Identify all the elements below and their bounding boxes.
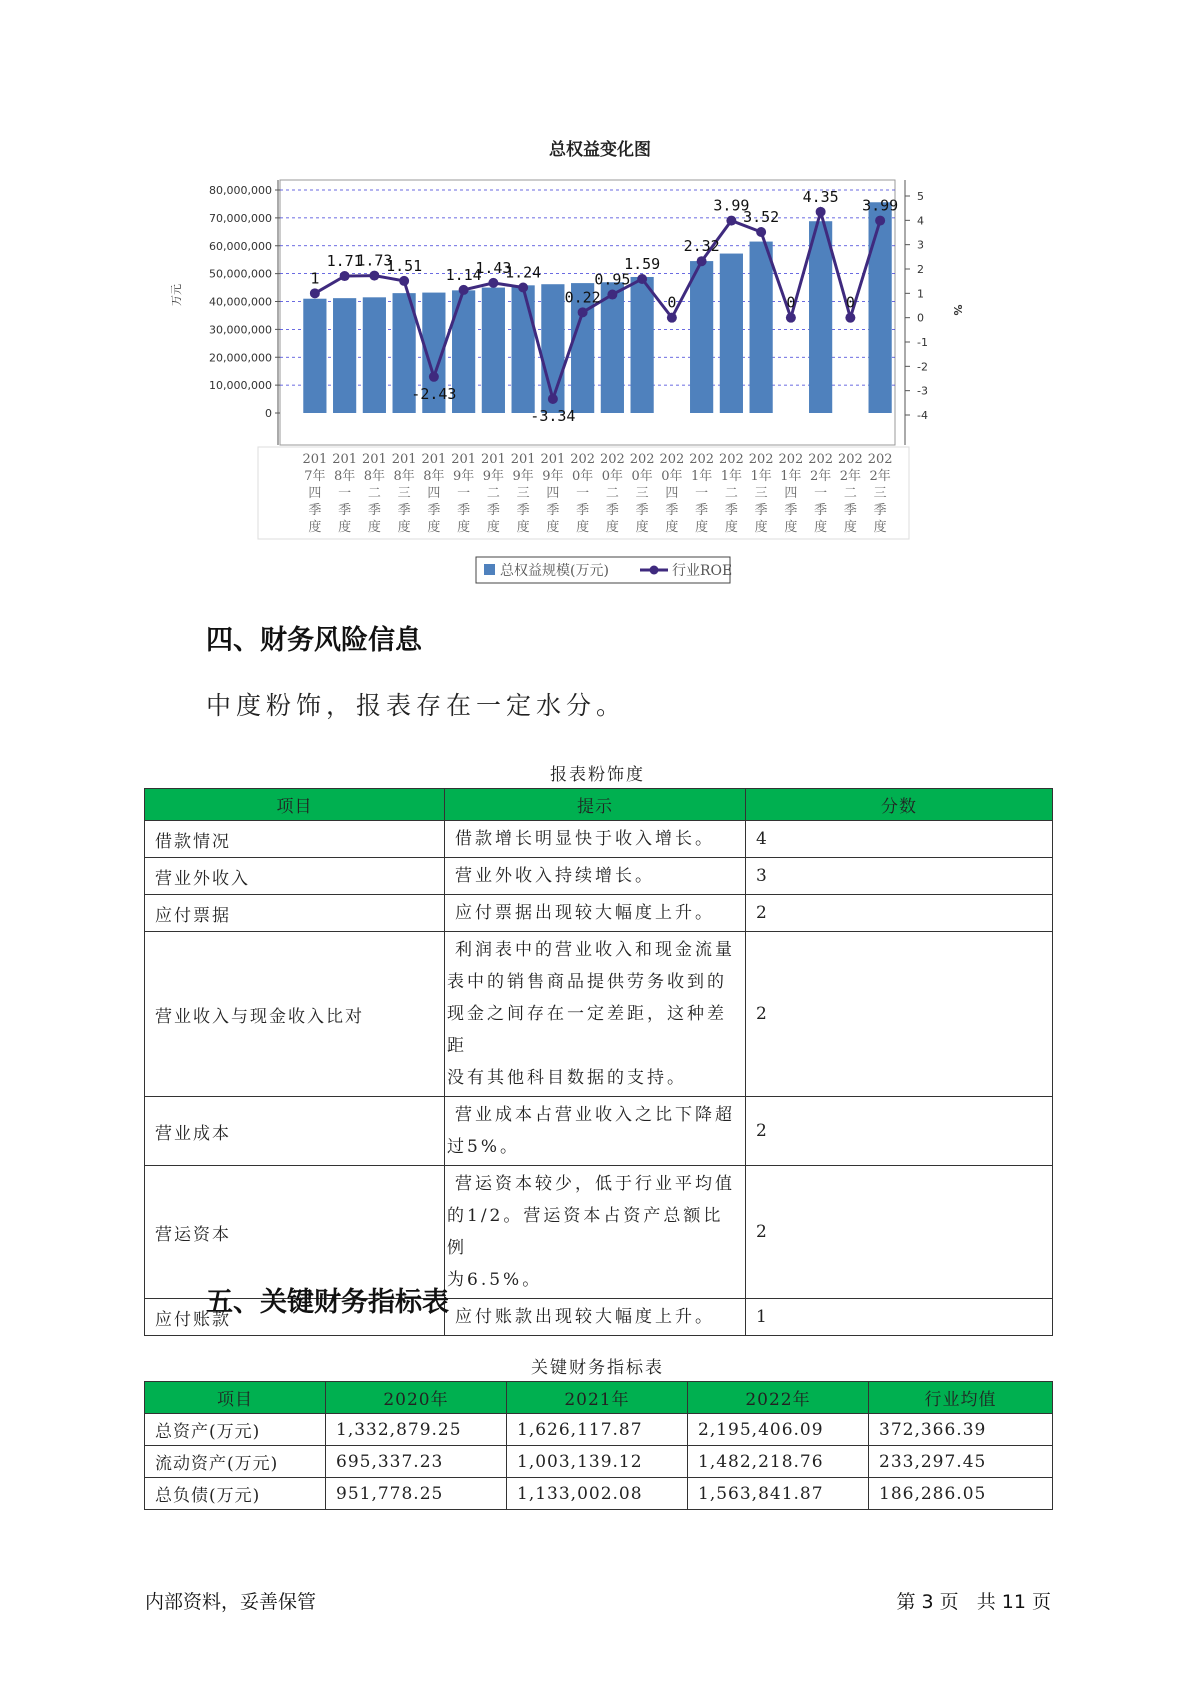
x-category-label: 201 <box>451 452 477 467</box>
roe-data-label: 0.22 <box>564 288 601 307</box>
x-category-label: 三 <box>873 486 887 501</box>
roe-data-label: 1.51 <box>386 256 423 275</box>
hint-line: 应付票据出现较大幅度上升。 <box>455 903 715 923</box>
kpi-header: 行业均值 <box>869 1382 1053 1414</box>
chart-legend <box>476 557 732 583</box>
y-right-tick-label: 3 <box>917 238 924 252</box>
x-category-label: 202 <box>659 452 685 467</box>
footer-note: 内部资料，妥善保管 <box>145 1591 317 1613</box>
x-category-label: 四 <box>784 486 798 501</box>
section-5-title: 五、关键财务指标表 <box>206 1287 449 1318</box>
x-category-label: 2年 <box>869 469 891 484</box>
hint-line: 为6.5%。 <box>447 1270 543 1290</box>
risk-hint <box>445 1299 746 1336</box>
roe-data-label: 1.73 <box>356 251 393 270</box>
risk-score: 2 <box>746 932 1053 1097</box>
section-4-paragraph: 中度粉饰，报表存在一定水分。 <box>206 691 627 720</box>
x-axis-categories <box>258 447 909 539</box>
table-row <box>145 1478 1053 1510</box>
x-category-label: 度 <box>367 520 381 535</box>
kpi-cell: 总负债(万元) <box>145 1478 326 1510</box>
y-right-tick-label: 4 <box>917 214 924 228</box>
roe-point <box>875 216 885 226</box>
table-row <box>145 1166 1053 1299</box>
risk-item: 营业收入与现金收入比对 <box>145 932 445 1097</box>
roe-point <box>816 207 826 217</box>
x-category-label: 度 <box>724 520 738 535</box>
risk-score: 2 <box>746 1166 1053 1299</box>
roe-point <box>786 313 796 323</box>
x-category-label: 一 <box>457 486 471 501</box>
roe-point <box>637 274 647 284</box>
x-category-label: 二 <box>605 486 619 501</box>
table-row <box>145 1414 1053 1446</box>
x-category-label: 度 <box>665 520 679 535</box>
x-category-label: 三 <box>635 486 649 501</box>
equity-chart <box>170 130 980 590</box>
x-category-label: 季 <box>397 503 411 518</box>
x-category-label: 8年 <box>393 469 415 484</box>
y-left-tick-label: 80,000,000 <box>209 184 272 197</box>
x-category-label: 季 <box>724 503 738 518</box>
equity-bar <box>750 242 773 413</box>
hint-line: 现金之间存在一定差距，这种差距 <box>447 1004 727 1056</box>
roe-point <box>607 290 617 300</box>
y-right-tick-label: 0 <box>917 311 924 325</box>
roe-data-label: 2.32 <box>683 237 720 256</box>
y-right-tick-label: 1 <box>917 287 924 301</box>
x-category-label: 季 <box>635 503 649 518</box>
x-category-label: 度 <box>546 520 560 535</box>
hint-line: 营运资本较少，低于行业平均值 <box>455 1174 735 1194</box>
roe-data-label: 1 <box>310 269 320 288</box>
legend-line-marker <box>650 566 659 575</box>
x-category-label: 季 <box>457 503 471 518</box>
x-category-label: 202 <box>718 452 744 467</box>
y-right-tick-label: 5 <box>917 190 924 203</box>
risk-table <box>144 788 1053 1336</box>
hint-line: 应付账款出现较大幅度上升。 <box>455 1307 715 1327</box>
x-category-label: 1年 <box>720 469 743 484</box>
roe-data-label: 1.14 <box>445 265 482 284</box>
x-category-label: 度 <box>873 520 887 535</box>
table-row <box>145 858 1053 895</box>
x-category-label: 度 <box>605 520 619 535</box>
roe-point <box>399 276 409 286</box>
roe-data-label: 0 <box>786 293 796 312</box>
kpi-cell: 1,133,002.08 <box>507 1478 688 1510</box>
risk-score: 3 <box>746 858 1053 895</box>
y-left-tick-label: 30,000,000 <box>209 323 272 337</box>
y-axis-right-label: % <box>951 304 964 316</box>
x-category-label: 2年 <box>809 469 832 484</box>
x-category-label: 季 <box>605 503 619 518</box>
y-right-tick-label: -2 <box>917 360 928 374</box>
x-category-label: 202 <box>808 452 834 467</box>
y-axis-left-label: 万元 <box>170 284 183 306</box>
x-category-label: 二 <box>843 486 857 501</box>
x-category-label: 1年 <box>750 469 772 484</box>
roe-data-label: 1.24 <box>505 263 542 282</box>
x-category-label: 9年 <box>452 469 475 484</box>
x-category-label: 度 <box>635 520 649 535</box>
risk-score: 2 <box>746 895 1053 932</box>
risk-item: 营业成本 <box>145 1097 445 1166</box>
x-category-label: 季 <box>873 503 887 518</box>
hint-line: 过5%。 <box>447 1137 520 1157</box>
kpi-cell: 233,297.45 <box>869 1446 1053 1478</box>
kpi-cell: 951,778.25 <box>326 1478 507 1510</box>
kpi-cell: 186,286.05 <box>869 1478 1053 1510</box>
x-category-label: 201 <box>480 452 506 467</box>
risk-score: 4 <box>746 821 1053 858</box>
equity-bar <box>631 277 654 413</box>
x-category-label: 二 <box>724 486 738 501</box>
kpi-cell: 2,195,406.09 <box>688 1414 869 1446</box>
equity-bar <box>690 261 713 413</box>
risk-item: 借款情况 <box>145 821 445 858</box>
roe-point <box>845 313 855 323</box>
x-category-label: 度 <box>338 520 352 535</box>
roe-data-label: 0 <box>667 293 677 312</box>
x-category-label: 2年 <box>839 469 862 484</box>
equity-chart-svg <box>170 130 980 590</box>
table-row <box>145 1097 1053 1166</box>
x-category-label: 季 <box>427 503 441 518</box>
roe-data-label: 4.35 <box>802 187 839 206</box>
x-category-label: 201 <box>332 452 358 467</box>
roe-data-label: 3.52 <box>743 208 780 227</box>
risk-hint <box>445 821 746 858</box>
roe-point <box>459 285 469 295</box>
x-category-label: 度 <box>754 520 768 535</box>
risk-hint <box>445 1097 746 1166</box>
x-category-label: 度 <box>843 520 857 535</box>
x-category-label: 二 <box>367 486 381 501</box>
risk-score: 1 <box>746 1299 1053 1336</box>
x-category-label: 季 <box>695 503 709 518</box>
kpi-header: 2022年 <box>688 1382 869 1414</box>
y-right-tick-label: -3 <box>917 384 928 398</box>
y-left-tick-label: 10,000,000 <box>209 379 272 393</box>
kpi-cell: 1,482,218.76 <box>688 1446 869 1478</box>
roe-point <box>518 282 528 292</box>
x-category-label: 度 <box>397 520 411 535</box>
risk-item: 应付账款 <box>145 1299 445 1336</box>
x-category-label: 二 <box>486 486 500 501</box>
x-category-label: 度 <box>516 520 530 535</box>
x-category-label: 季 <box>486 503 500 518</box>
legend-bar-swatch <box>484 564 495 575</box>
risk-hint <box>445 1166 746 1299</box>
equity-bar <box>482 288 505 413</box>
x-category-label: 三 <box>516 486 530 501</box>
x-category-label: 7年 <box>304 469 326 484</box>
roe-data-label: 1.71 <box>326 252 363 271</box>
x-category-label: 201 <box>540 452 566 467</box>
roe-point <box>429 372 439 382</box>
footer-page-number: 第 3 页 共 11 页 <box>896 1591 1051 1613</box>
hint-line: 利润表中的营业收入和现金流量 <box>455 940 735 960</box>
x-category-label: 9年 <box>542 469 564 484</box>
x-category-label: 季 <box>367 503 381 518</box>
x-category-label: 季 <box>784 503 798 518</box>
x-category-label: 一 <box>576 486 590 501</box>
equity-bar <box>869 202 892 413</box>
equity-bar <box>809 221 832 413</box>
kpi-table-header <box>145 1382 1053 1414</box>
y-right-tick-label: -1 <box>917 336 928 349</box>
x-category-label: 季 <box>665 503 679 518</box>
x-category-label: 度 <box>427 520 441 535</box>
x-category-label: 四 <box>546 486 560 501</box>
x-category-label: 度 <box>695 520 709 535</box>
x-category-label: 1年 <box>690 469 713 484</box>
roe-point <box>488 278 498 288</box>
x-category-label: 季 <box>546 503 560 518</box>
equity-bar <box>363 297 386 413</box>
risk-table-caption: 报表粉饰度 <box>550 765 645 785</box>
roe-data-label: 1.59 <box>624 254 661 273</box>
kpi-cell: 总资产(万元) <box>145 1414 326 1446</box>
risk-header-score: 分数 <box>746 789 1053 821</box>
table-row <box>145 1446 1053 1478</box>
risk-hint <box>445 932 746 1097</box>
hint-line: 没有其他科目数据的支持。 <box>447 1068 687 1088</box>
roe-point <box>578 307 588 317</box>
kpi-cell: 695,337.23 <box>326 1446 507 1478</box>
x-category-label: 8年 <box>363 469 386 484</box>
hint-line: 的1/2。营运资本占资产总额比例 <box>447 1206 724 1258</box>
x-category-label: 8年 <box>333 469 356 484</box>
x-category-label: 四 <box>665 486 679 501</box>
x-category-label: 四 <box>427 486 441 501</box>
x-category-label: 季 <box>308 503 322 518</box>
roe-data-label: 0.95 <box>594 270 631 289</box>
roe-point <box>756 227 766 237</box>
x-category-label: 季 <box>338 503 352 518</box>
x-category-label: 季 <box>754 503 768 518</box>
x-category-label: 0年 <box>601 469 624 484</box>
equity-bar <box>303 299 326 413</box>
x-category-label: 度 <box>576 520 590 535</box>
x-category-label: 季 <box>843 503 857 518</box>
kpi-cell: 1,003,139.12 <box>507 1446 688 1478</box>
y-left-tick-label: 70,000,000 <box>209 211 272 225</box>
risk-item: 营运资本 <box>145 1166 445 1299</box>
kpi-cell: 1,332,879.25 <box>326 1414 507 1446</box>
x-category-label: 201 <box>421 452 447 467</box>
x-category-label: 0年 <box>571 469 594 484</box>
x-category-label: 201 <box>361 452 387 467</box>
roe-data-label: 0 <box>845 293 855 312</box>
x-category-label: 0年 <box>661 469 683 484</box>
kpi-header: 2020年 <box>326 1382 507 1414</box>
roe-point <box>726 216 736 226</box>
risk-item: 应付票据 <box>145 895 445 932</box>
y-right-tick-label: -4 <box>917 409 928 422</box>
x-category-label: 201 <box>391 452 417 467</box>
x-category-label: 度 <box>457 520 471 535</box>
x-category-label: 度 <box>308 520 322 535</box>
x-category-label: 一 <box>338 486 352 501</box>
equity-bar <box>333 298 356 413</box>
hint-line: 表中的销售商品提供劳务收到的 <box>447 972 727 992</box>
risk-header-item: 项目 <box>145 789 445 821</box>
hint-line: 营业外收入持续增长。 <box>455 866 655 886</box>
x-category-label: 201 <box>302 452 328 467</box>
table-row <box>145 895 1053 932</box>
x-category-label: 202 <box>570 452 596 467</box>
equity-bar <box>720 254 743 413</box>
equity-bar <box>512 285 535 413</box>
table-row <box>145 932 1053 1097</box>
x-category-label: 202 <box>689 452 715 467</box>
y-right-tick-label: 2 <box>917 263 924 276</box>
kpi-cell: 1,626,117.87 <box>507 1414 688 1446</box>
x-category-label: 一 <box>695 486 709 501</box>
risk-score: 2 <box>746 1097 1053 1166</box>
x-category-label: 202 <box>748 452 774 467</box>
roe-point <box>310 288 320 298</box>
roe-data-label: 1.43 <box>475 258 512 277</box>
x-category-label: 三 <box>754 486 768 501</box>
y-left-tick-label: 20,000,000 <box>209 351 272 365</box>
roe-point <box>369 271 379 281</box>
x-category-label: 度 <box>784 520 798 535</box>
kpi-cell: 1,563,841.87 <box>688 1478 869 1510</box>
x-category-label: 202 <box>837 452 863 467</box>
x-category-label: 202 <box>867 452 893 467</box>
hint-line: 营业成本占营业收入之比下降超 <box>455 1105 735 1125</box>
roe-point <box>340 271 350 281</box>
kpi-header: 项目 <box>145 1382 326 1414</box>
x-category-label: 1年 <box>780 469 802 484</box>
equity-bar <box>601 282 624 413</box>
kpi-cell: 流动资产(万元) <box>145 1446 326 1478</box>
roe-data-label: -3.34 <box>530 406 576 425</box>
kpi-header: 2021年 <box>507 1382 688 1414</box>
table-row <box>145 821 1053 858</box>
x-category-label: 季 <box>814 503 828 518</box>
x-category-label: 季 <box>516 503 530 518</box>
roe-data-label: -2.43 <box>411 384 457 403</box>
x-category-label: 9年 <box>482 469 505 484</box>
kpi-table <box>144 1381 1053 1510</box>
x-category-label: 202 <box>599 452 625 467</box>
risk-hint <box>445 895 746 932</box>
legend-line-label: 行业ROE <box>672 563 733 579</box>
hint-line: 借款增长明显快于收入增长。 <box>455 829 715 849</box>
x-category-label: 202 <box>629 452 655 467</box>
x-category-label: 度 <box>486 520 500 535</box>
x-category-label: 度 <box>814 520 828 535</box>
risk-item: 营业外收入 <box>145 858 445 895</box>
legend-bar-label: 总权益规模(万元) <box>500 563 609 579</box>
y-left-tick-label: 40,000,000 <box>209 295 272 309</box>
section-4-title: 四、财务风险信息 <box>206 625 422 656</box>
x-category-label: 季 <box>576 503 590 518</box>
roe-point <box>548 394 558 404</box>
kpi-table-caption: 关键财务指标表 <box>531 1358 664 1378</box>
x-category-label: 0年 <box>631 469 653 484</box>
x-category-label: 202 <box>778 452 804 467</box>
x-category-label: 201 <box>510 452 536 467</box>
y-left-tick-label: 0 <box>265 407 272 420</box>
roe-data-label: 3.99 <box>713 196 750 215</box>
roe-data-label: 3.99 <box>862 196 899 215</box>
risk-header-hint: 提示 <box>445 789 746 821</box>
x-category-label: 三 <box>397 486 411 501</box>
x-category-label: 四 <box>308 486 322 501</box>
x-category-label: 8年 <box>423 469 445 484</box>
risk-hint <box>445 858 746 895</box>
x-category-label: 一 <box>814 486 828 501</box>
y-left-tick-label: 50,000,000 <box>209 267 272 281</box>
roe-point <box>667 313 677 323</box>
y-left-tick-label: 60,000,000 <box>209 239 272 253</box>
roe-point <box>697 256 707 266</box>
kpi-cell: 372,366.39 <box>869 1414 1053 1446</box>
risk-table-header <box>145 789 1053 821</box>
x-category-label: 9年 <box>512 469 534 484</box>
chart-title: 总权益变化图 <box>549 140 651 160</box>
